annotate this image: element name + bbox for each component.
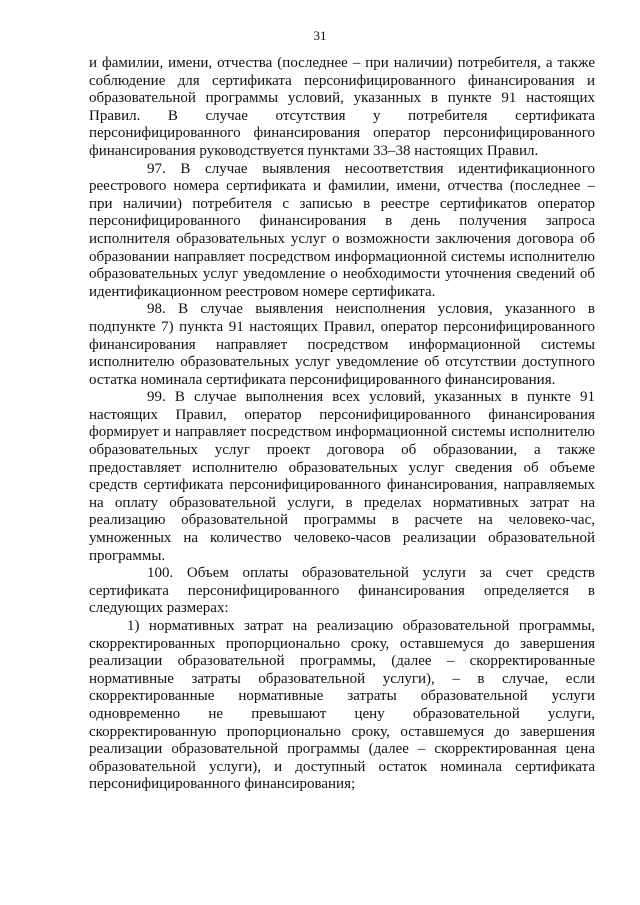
list-item-1: 1) нормативных затрат на реализацию образовательной программы, скорректированных пропорционально сроку, оставшемуся до завершения реализации образовательной программы, (далее – скорректированные нормативные затраты образовательной услуги), – в случае, если скорректированные нормативные затраты образовательной услуги одновременно не превышают цену образовательной услуги, скорректированную пропорционально сроку, оставшемуся до завершения реализации образовательной программы (далее – скорректированная цена образовательной услуги), и доступный остаток номинала сертификата персонифицированного финансирования; — [89, 618, 595, 793]
paragraph-99: 99. В случае выполнения всех условий, указанных в пункте 91 настоящих Правил, оператор персонифицированного финансирования формирует и направляет посредством информационной системы исполнителю образовательных услуг проект договора об образовании, а также предоставляет исполнителю образовательных услуг сведения об объеме средств сертификата персонифицированного финансирования, направляемых на оплату образовательной услуги, в пределах нормативных затрат на реализацию образовательной программы в расчете на человеко-час, умноженных на количество человеко-часов реализации образовательной программы. — [89, 389, 595, 564]
paragraph-97: 97. В случае выявления несоответствия идентификационного реестрового номера сертификата и фамилии, имени, отчества (последнее – при наличии) потребителя с записью в реестре сертификатов оператор персонифицированного финансирования в день получения запроса исполнителя образовательных услуг о возможности заключения договора об образовании направляет посредством информационной системы исполнителю образовательных услуг уведомление о необходимости уточнения сведений об идентификационном реестровом номере сертификата. — [89, 160, 595, 300]
paragraph-98: 98. В случае выявления неисполнения условия, указанного в подпункте 7) пункта 91 настоящих Правил, оператор персонифицированного финансирования направляет посредством информационной системы исполнителю образовательных услуг уведомление об отсутствии доступного остатка номинала сертификата персонифицированного финансирования. — [89, 301, 595, 388]
paragraph-100: 100. Объем оплаты образовательной услуги за счет средств сертификата персонифицированного финансирования определяется в следующих размерах: — [89, 565, 595, 617]
document-body — [89, 55, 595, 794]
paragraph-continuation: и фамилии, имени, отчества (последнее – при наличии) потребителя, а также соблюдение для сертификата персонифицированного финансирования и образовательной программы условий, указанных в пункте 91 настоящих Правил. В случае отсутствия у потребителя сертификата персонифицированного финансирования оператор персонифицированного финансирования руководствуется пунктами 33–38 настоящих Правил. — [89, 55, 595, 159]
page-number: 31 — [313, 28, 327, 43]
